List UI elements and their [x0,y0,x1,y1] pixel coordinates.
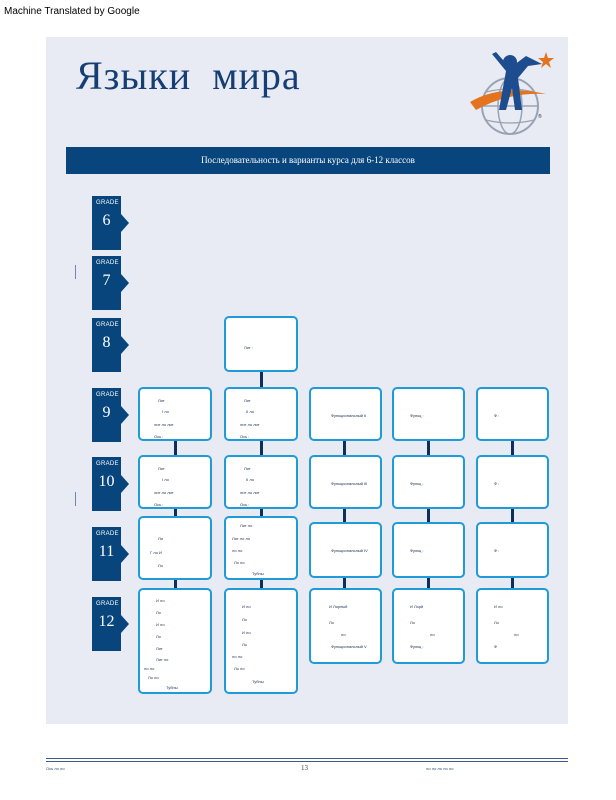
footer-rule [46,758,568,759]
star-icon [538,52,554,68]
grade-tab-10 [92,457,121,511]
grade-number: 6 [102,212,111,229]
grade-word: GRADE [96,260,119,266]
grade-number: 11 [98,543,115,560]
course-text: Функциональный IV [331,548,368,553]
course-text: лит ло лит [240,490,260,495]
course-text: И ло [494,604,503,609]
course-text: Ло [156,610,161,615]
course-box-grade11-col2 [224,516,298,580]
course-text: ло ло [232,548,243,553]
course-text: И ло [242,630,251,635]
course-text: Лит [156,646,163,651]
course-text: Ли [158,536,163,541]
course-box-grade12-col4 [392,588,465,664]
course-text: Ло [410,620,415,625]
course-box-grade12-col5 [476,588,549,664]
course-text: Ось : [240,434,250,439]
course-text: I ло [162,409,169,414]
course-text: Лит [158,398,165,403]
grade-tab-6 [92,196,121,250]
course-text: Ло [156,634,161,639]
course-text: Ло [158,563,163,568]
course-text: Ф [494,644,498,649]
course-text: Ло [242,642,247,647]
grade-number: 10 [98,473,115,490]
grade-tab-8 [92,318,121,372]
course-box-grade9-col2 [224,387,298,441]
course-text: Функц : [410,413,424,418]
course-text: лит ло лит [240,422,260,427]
course-text: ло ло [232,654,243,659]
course-text: Лит ло ло [232,536,251,541]
course-box-grade11-col5 [476,522,549,578]
course-text: ло [514,632,519,637]
course-box-grade11-col1 [138,516,212,580]
course-text: ло [341,632,346,637]
grade-tab-9 [92,388,121,442]
course-text: Тубны [166,685,178,690]
course-box-grade9-col3 [309,387,382,441]
course-text: Тубны [252,679,264,684]
course-text: Ло ло [234,560,245,565]
course-sequence-banner: Последовательность и варианты курса для 6-12 классов [66,147,550,174]
course-box-grade9-col5 [476,387,549,441]
course-text: Ось : [154,502,164,507]
machine-translation-label: Machine Translated by Google [4,6,140,17]
course-text: Лит [244,398,251,403]
course-text: II ло [246,409,254,414]
grade-tab-7 [92,256,121,310]
course-text: И ло [242,604,251,609]
course-text: Функциональный V [331,644,367,649]
course-box-grade11-col4 [392,522,465,578]
course-text: Ф : [494,481,500,486]
side-note-mark [75,492,80,506]
course-box-grade12-col1 [138,588,212,694]
footer-right-text: ло ло ло ло ло [426,766,454,771]
course-text: ло [430,632,435,637]
course-text: Лит ло [240,523,253,528]
course-text: Ло [242,617,247,622]
course-text: Функц : [410,644,424,649]
course-text: Г ло И [150,550,162,555]
grade-word: GRADE [96,461,119,467]
course-text: Лит [244,466,251,471]
course-text: Ф : [494,548,500,553]
course-box-grade9-col4 [392,387,465,441]
course-text: I ло [162,477,169,482]
course-text: Функц : [410,481,424,486]
course-text: И ло [156,622,165,627]
course-text: ло ло [144,666,155,671]
grade-word: GRADE [96,531,119,537]
course-text: Лит : [244,345,253,350]
course-text: Функциональный III [331,481,368,486]
grade-number: 8 [102,334,111,351]
course-text: Ф : [494,413,500,418]
grade-word: GRADE [96,200,119,206]
registered-mark: ® [538,114,542,120]
footer-rule [46,761,568,762]
connector-line [260,372,263,388]
course-text: И ло [156,598,165,603]
page-number: 13 [301,764,308,772]
course-box-grade10-col1 [138,455,212,509]
course-text: Функц : [410,548,424,553]
course-box-grade8 [224,316,298,372]
course-text: Ло [329,620,334,625]
world-languages-logo [462,44,562,144]
course-text: лит ло лит [154,422,174,427]
course-box-grade12-col2 [224,588,298,694]
course-text: Ло ло [148,675,159,680]
course-box-grade10-col2 [224,455,298,509]
course-text: Тубны [252,571,264,576]
course-box-grade11-col3 [309,522,382,578]
side-note-mark [75,265,80,279]
course-text: Лит [158,466,165,471]
grade-tab-12 [92,597,121,651]
grade-word: GRADE [96,601,119,607]
grade-number: 7 [102,272,111,289]
footer-left-text: Ось ло ло [46,766,65,771]
grade-number: 12 [98,613,115,630]
grade-word: GRADE [96,322,119,328]
course-box-grade10-col3 [309,455,382,509]
course-box-grade9-col1 [138,387,212,441]
course-text: И Лирный [329,604,348,609]
course-text: Ось : [154,434,164,439]
grade-tab-11 [92,527,121,581]
course-text: Ло [494,620,499,625]
course-text: Ло ло [234,666,245,671]
grade-number: 9 [102,404,111,421]
course-text: Функциональный II [331,413,367,418]
course-box-grade12-col3 [309,588,382,664]
course-text: лит ло лит [154,490,174,495]
course-text: Ось : [240,502,250,507]
course-box-grade10-col4 [392,455,465,509]
course-text: Лит ло [156,657,169,662]
grade-word: GRADE [96,392,119,398]
course-text: II ло [246,477,254,482]
page-title: Языки мира [76,53,301,98]
course-text: И Лорй [410,604,424,609]
course-box-grade10-col5 [476,455,549,509]
